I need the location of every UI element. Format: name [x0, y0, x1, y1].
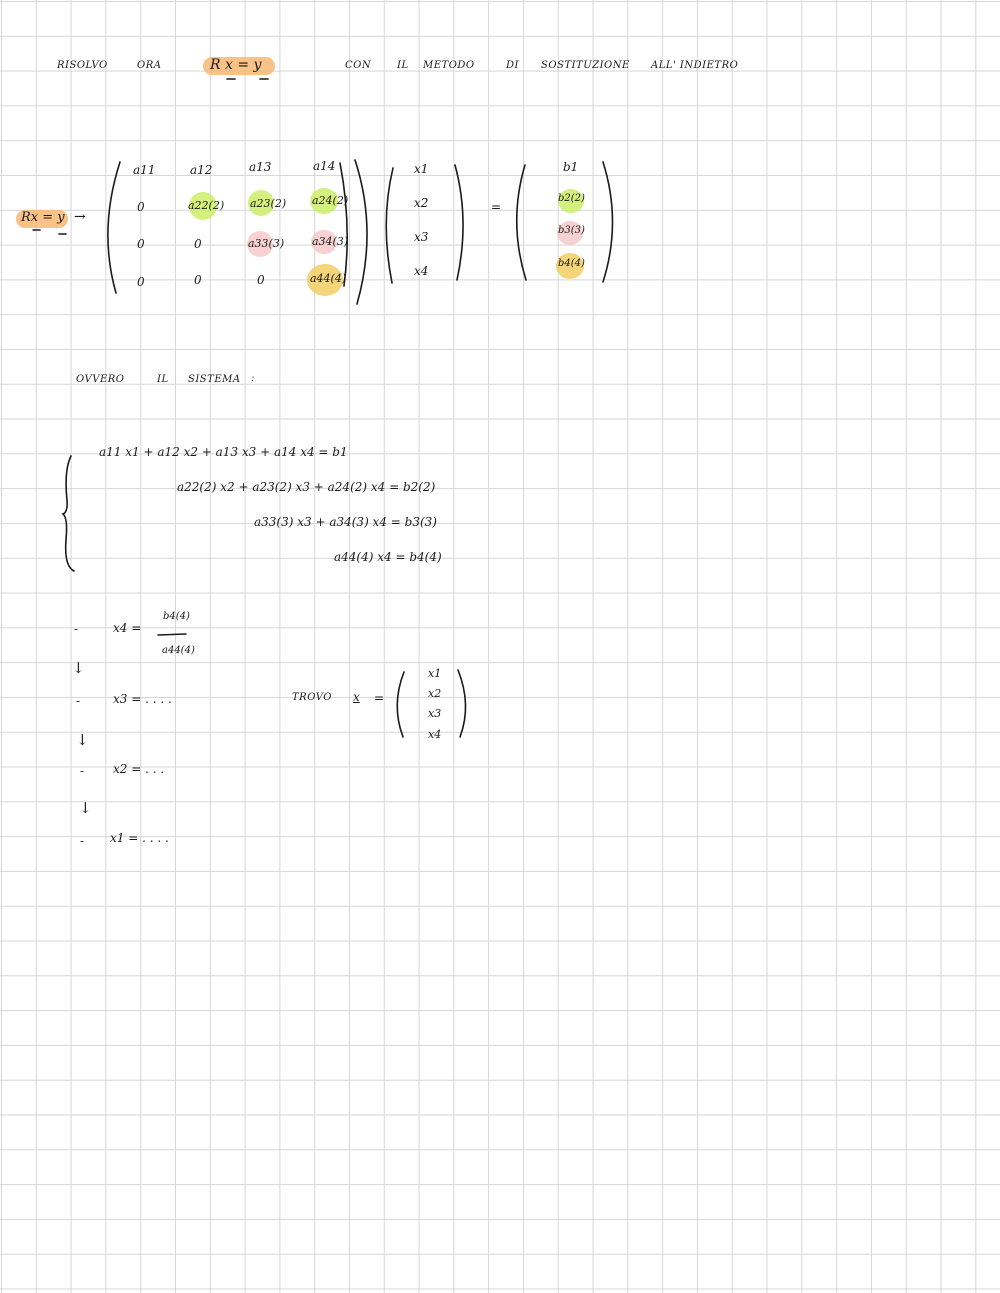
arrow-down-icon-2: ↓: [76, 731, 89, 749]
system-row-1: a11 x1 + a12 x2 + a13 x3 + a14 x4 = b1: [99, 445, 348, 459]
system-intro-ovvero: OVVERO: [76, 374, 125, 385]
heading-word-risolvo: RISOLVO: [57, 60, 108, 71]
heading-word-il: IL: [397, 60, 409, 71]
system-row-2: a22(2) x2 + a23(2) x3 + a24(2) x4 = b2(2): [177, 480, 436, 494]
vector-b-entry-2: b2(2): [558, 193, 585, 204]
vector-b-entry-3: b3(3): [558, 225, 585, 236]
system-row-3: a33(3) x3 + a34(3) x4 = b3(3): [254, 515, 437, 529]
vector-x-right-paren: [455, 165, 463, 280]
system-row-4: a44(4) x4 = b4(4): [334, 550, 442, 564]
vector-b-right-paren: [603, 162, 613, 282]
result-vector-entry-2: x2: [428, 687, 442, 700]
heading-equation: R x = y: [210, 57, 262, 73]
step-3-dash: -: [80, 764, 85, 778]
step-1-numerator: b4(4): [163, 611, 190, 622]
system-intro-colon: :: [251, 373, 255, 384]
heading-word-ora: ORA: [137, 60, 162, 71]
matrix-entry-r2c1: 0: [137, 200, 145, 214]
system-intro-sistema: SISTEMA: [188, 374, 241, 385]
matrix-r-right-paren-inner: [340, 163, 347, 286]
vector-b-left-paren: [517, 165, 526, 280]
result-vector-entry-3: x3: [428, 707, 442, 720]
matrix-entry-a23: a23(2): [250, 197, 287, 210]
matrix-entry-a13: a13: [249, 160, 272, 174]
matrix-entry-a12: a12: [190, 163, 213, 177]
step-1-denominator: a44(4): [162, 645, 195, 656]
step-2: x3 = . . . .: [113, 692, 172, 706]
matrix-entry-r3c2: 0: [194, 237, 202, 251]
matrix-eq-equals: =: [491, 200, 502, 214]
vector-x-entry-1: x1: [414, 162, 429, 176]
vector-x-entry-3: x3: [414, 230, 429, 244]
result-vector-entry-4: x4: [428, 728, 442, 741]
system-brace: [63, 456, 74, 571]
result-vector-left-paren: [397, 672, 404, 737]
matrix-entry-r3c1: 0: [137, 237, 145, 251]
vector-b-entry-4: b4(4): [558, 258, 585, 269]
step-2-dash: -: [76, 694, 81, 708]
step-1-lhs: x4 =: [113, 621, 142, 635]
heading-word-con: CON: [345, 60, 372, 71]
matrix-entry-a22: a22(2): [188, 199, 225, 212]
matrix-entry-a11: a11: [133, 163, 156, 177]
arrow-down-icon-3: ↓: [79, 799, 92, 817]
heading-word-metodo: METODO: [423, 60, 475, 71]
matrix-entry-a24: a24(2): [312, 194, 349, 207]
result-vector-right-paren: [458, 670, 466, 737]
result-equals: =: [374, 691, 385, 705]
result-label: TROVO: [292, 692, 332, 703]
matrix-eq-lhs: Rx = y: [21, 210, 65, 225]
vector-b-entry-1: b1: [563, 160, 579, 174]
heading-word-di: DI: [506, 60, 519, 71]
system-intro-il: IL: [157, 374, 169, 385]
matrix-r-left-paren: [108, 162, 120, 293]
result-vector-entry-1: x1: [428, 667, 442, 680]
arrow-right-icon: →: [74, 209, 86, 225]
matrix-entry-r4c2: 0: [194, 273, 202, 287]
step-3: x2 = . . .: [113, 762, 165, 776]
heading-word-indietro: ALL' INDIETRO: [651, 60, 739, 71]
matrix-entry-a34: a34(3): [312, 235, 349, 248]
heading-word-sostituzione: SOSTITUZIONE: [541, 60, 630, 71]
matrix-entry-a14: a14: [313, 159, 336, 173]
matrix-entry-a44: a44(4): [310, 272, 347, 285]
matrix-r-right-paren: [355, 160, 367, 304]
matrix-entry-a33: a33(3): [248, 237, 285, 250]
vector-x-entry-2: x2: [414, 196, 429, 210]
step-4: x1 = . . . .: [110, 831, 169, 845]
step-4-dash: -: [80, 834, 85, 848]
vector-x-left-paren: [386, 168, 393, 283]
vector-x-entry-4: x4: [414, 264, 429, 278]
matrix-entry-r4c3: 0: [257, 273, 265, 287]
matrix-entry-r4c1: 0: [137, 275, 145, 289]
step-1-fraction-bar: [158, 634, 186, 635]
arrow-down-icon-1: ↓: [72, 659, 85, 677]
result-var: x: [353, 690, 360, 704]
step-1-dash: -: [74, 622, 79, 636]
